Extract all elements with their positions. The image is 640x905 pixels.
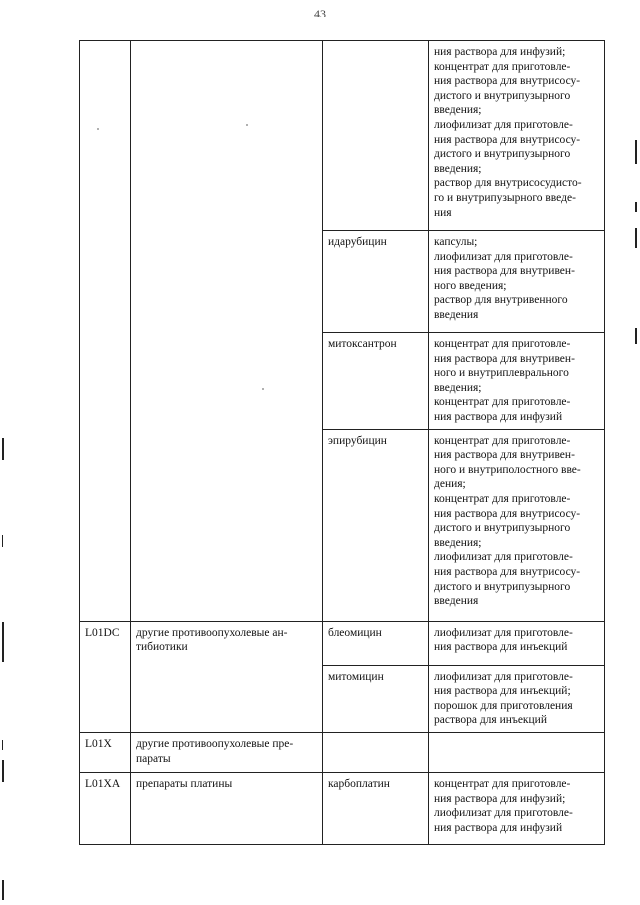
scan-mark-left (2, 880, 4, 900)
table-row (80, 732, 605, 772)
forms-cell: концентрат для приготовле- ния раствора для внутривен- ного и внутриполостного вве- дения; концентрат для приготовле- ния раствора для внутрисосу- дистого и внутрипузырного введения; лиофилизат для приготовле- ния раствора для внутрисосу- дистого и внутрипузырного введения (429, 429, 605, 621)
scan-mark-right (635, 140, 637, 164)
group-cell: другие противоопухолевые ан- тибиотики (131, 621, 323, 732)
scan-speck (262, 388, 264, 390)
code-cell: L01XA (80, 772, 131, 844)
code-cell: L01DC (80, 621, 131, 732)
forms-cell: лиофилизат для приготовле- ния раствора для инъекций; порошок для приготовления раствора для инъекций (429, 665, 605, 732)
forms-cell: ния раствора для инфузий; концентрат для приготовле- ния раствора для внутрисосу- дистого и внутрипузырного введения; лиофилизат для приготовле- ния раствора для внутрисосу- дистого и внутрипузырного введения; раствор для внутрисосудисто- го и внутрипузырного введе- ния (429, 41, 605, 231)
drug-cell (323, 41, 429, 231)
scan-speck (97, 128, 99, 130)
group-cell (131, 41, 323, 622)
group-cell: другие противоопухолевые пре- параты (131, 732, 323, 772)
forms-cell: лиофилизат для приготовле- ния раствора для инъекций (429, 621, 605, 665)
scan-mark-left (2, 438, 4, 460)
table-row (80, 41, 605, 231)
drug-cell: эпирубицин (323, 429, 429, 621)
code-cell: L01X (80, 732, 131, 772)
forms-cell: капсулы; лиофилизат для приготовле- ния раствора для внутривен- ного введения; раствор для внутривенного введения (429, 231, 605, 333)
drug-cell: митоксантрон (323, 333, 429, 430)
page-number: 43 (314, 7, 326, 17)
scan-mark-left (2, 622, 4, 662)
scan-mark-left (2, 740, 3, 750)
forms-cell: концентрат для приготовле- ния раствора для инфузий; лиофилизат для приготовле- ния раствора для инфузий (429, 772, 605, 844)
code-cell (80, 41, 131, 622)
forms-cell (429, 732, 605, 772)
scan-mark-left (2, 535, 3, 547)
drug-cell: идарубицин (323, 231, 429, 333)
scan-mark-right (635, 228, 637, 248)
drug-cell: митомицин (323, 665, 429, 732)
drug-cell (323, 732, 429, 772)
forms-cell: концентрат для приготовле- ния раствора для внутривен- ного и внутриплеврального введения; концентрат для приготовле- ния раствора для инфузий (429, 333, 605, 430)
scan-mark-left (2, 760, 4, 782)
table-row (80, 621, 605, 665)
scan-speck (246, 124, 248, 126)
scan-mark-right (635, 328, 637, 344)
table-row (80, 772, 605, 844)
drug-cell: блеомицин (323, 621, 429, 665)
scan-mark-right (635, 202, 637, 212)
group-cell: препараты платины (131, 772, 323, 844)
drug-table (79, 40, 605, 845)
drug-cell: карбоплатин (323, 772, 429, 844)
